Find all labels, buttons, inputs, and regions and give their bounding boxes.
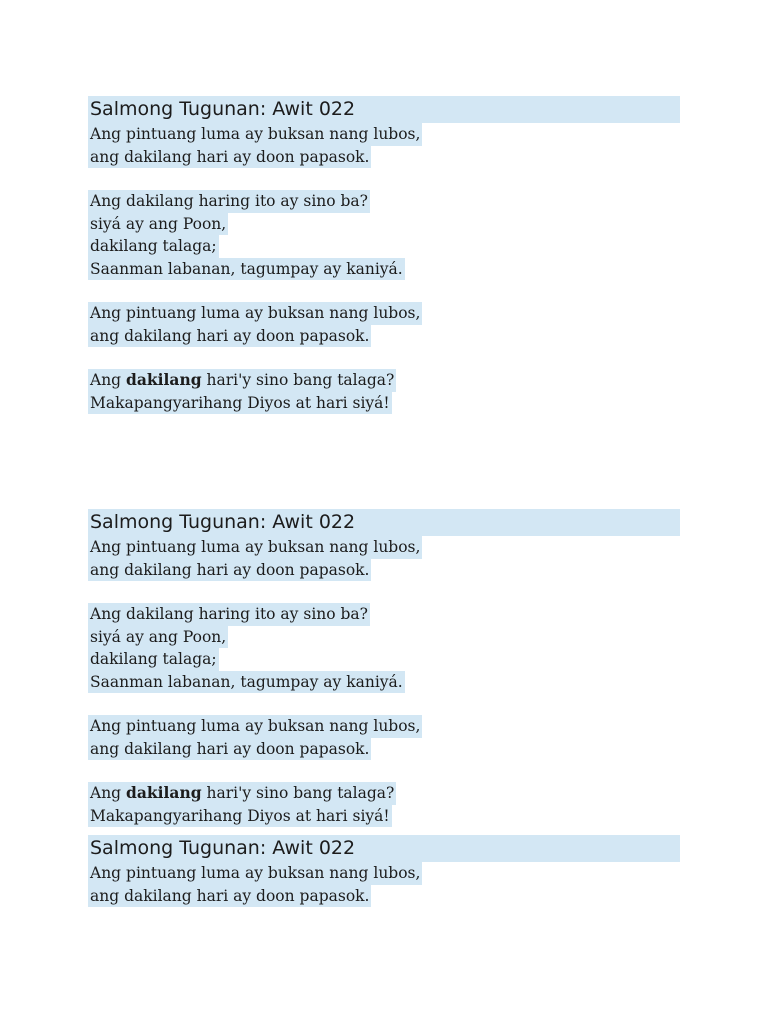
verse-text: hari'y sino bang talaga? — [201, 371, 395, 389]
verse-line: Ang dakilang haring ito ay sino ba? — [88, 190, 370, 213]
psalm-title: Salmong Tugunan: Awit 022 — [88, 835, 680, 862]
psalm-title: Salmong Tugunan: Awit 022 — [88, 96, 680, 123]
verse-line: Ang dakilang haring ito ay sino ba? — [88, 603, 370, 626]
psalm-block-2 — [88, 509, 680, 827]
verse-text: Ang — [90, 784, 127, 802]
verse-line: ang dakilang hari ay doon papasok. — [88, 146, 371, 169]
verse-line — [88, 369, 396, 392]
stanza-1 — [88, 862, 680, 907]
stanza-1 — [88, 536, 680, 581]
verse-line: dakilang talaga; — [88, 235, 219, 258]
verse-line: Makapangyarihang Diyos at hari siyá! — [88, 392, 392, 415]
verse-bold-word: dakilang — [126, 783, 202, 802]
verse-text: hari'y sino bang talaga? — [201, 784, 395, 802]
verse-text: Ang — [90, 371, 127, 389]
stanza-4 — [88, 782, 680, 827]
stanza-3 — [88, 302, 680, 347]
stanza-2 — [88, 603, 680, 693]
verse-line: siyá ay ang Poon, — [88, 213, 228, 236]
stanza-4 — [88, 369, 680, 414]
verse-line: Ang pintuang luma ay buksan nang lubos, — [88, 123, 422, 146]
stanza-2 — [88, 190, 680, 280]
verse-bold-word: dakilang — [126, 370, 202, 389]
verse-line: Makapangyarihang Diyos at hari siyá! — [88, 805, 392, 828]
psalm-title: Salmong Tugunan: Awit 022 — [88, 509, 680, 536]
verse-line: ang dakilang hari ay doon papasok. — [88, 738, 371, 761]
verse-line: Saanman labanan, tagumpay ay kaniyá. — [88, 671, 405, 694]
verse-line — [88, 782, 396, 805]
verse-line: Ang pintuang luma ay buksan nang lubos, — [88, 862, 422, 885]
psalm-block-3 — [88, 835, 680, 907]
verse-line: Ang pintuang luma ay buksan nang lubos, — [88, 302, 422, 325]
stanza-3 — [88, 715, 680, 760]
verse-line: siyá ay ang Poon, — [88, 626, 228, 649]
verse-line: Saanman labanan, tagumpay ay kaniyá. — [88, 258, 405, 281]
verse-line: ang dakilang hari ay doon papasok. — [88, 559, 371, 582]
verse-line: Ang pintuang luma ay buksan nang lubos, — [88, 536, 422, 559]
psalm-block-1 — [88, 96, 680, 414]
verse-line: ang dakilang hari ay doon papasok. — [88, 325, 371, 348]
stanza-1 — [88, 123, 680, 168]
verse-line: ang dakilang hari ay doon papasok. — [88, 885, 371, 908]
verse-line: dakilang talaga; — [88, 648, 219, 671]
verse-line: Ang pintuang luma ay buksan nang lubos, — [88, 715, 422, 738]
